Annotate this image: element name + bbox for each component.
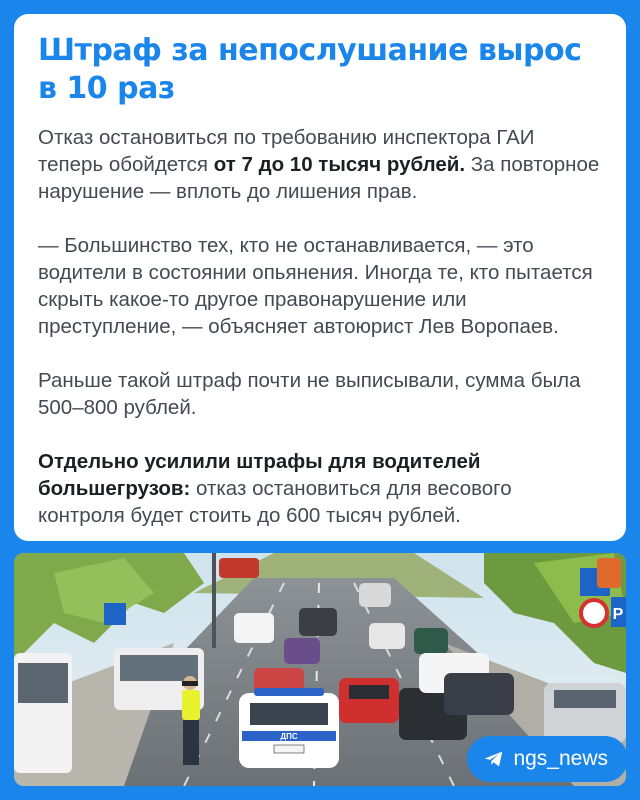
telegram-icon <box>483 748 505 770</box>
paragraph-repeat-text: За повторное нарушение — вплоть до лишения прав. <box>38 153 600 203</box>
headline <box>38 32 602 108</box>
article-card <box>14 14 626 541</box>
paragraph-lawyer-quote: — Большинство тех, кто не останавливается, — это водители в состоянии опьянения. Иногда те, кто пытается скрыть какое-то другое правонарушение или преступление, — объясняет автоюрист Лев Воропаев. <box>38 234 593 338</box>
fine-amount-highlight: от 7 до 10 тысяч рублей. <box>213 153 466 176</box>
paragraph-fine-text: Отказ остановиться по требованию инспектора ГАИ теперь обойдется <box>38 126 535 176</box>
paragraph-trucks <box>38 448 602 529</box>
headline-line-2: в 10 раз <box>38 71 175 106</box>
trucks-highlight: Отдельно усилили штрафы для водителей большегрузов: <box>38 450 481 500</box>
trucks-text: отказ остановиться для весового контроля будет стоить до 600 тысяч рублей. <box>38 477 512 527</box>
police-car-label: ДПС <box>280 732 298 741</box>
telegram-channel-link[interactable] <box>467 736 628 782</box>
paragraph-previous-fine: Раньше такой штраф почти не выписывали, сумма была 500–800 рублей. <box>38 369 581 419</box>
paragraph-fine-amount <box>38 124 602 205</box>
channel-handle: ngs_news <box>513 747 608 770</box>
parking-sign-letter: P <box>612 606 624 623</box>
headline-line-1: Штраф за непослушание вырос <box>38 33 582 68</box>
